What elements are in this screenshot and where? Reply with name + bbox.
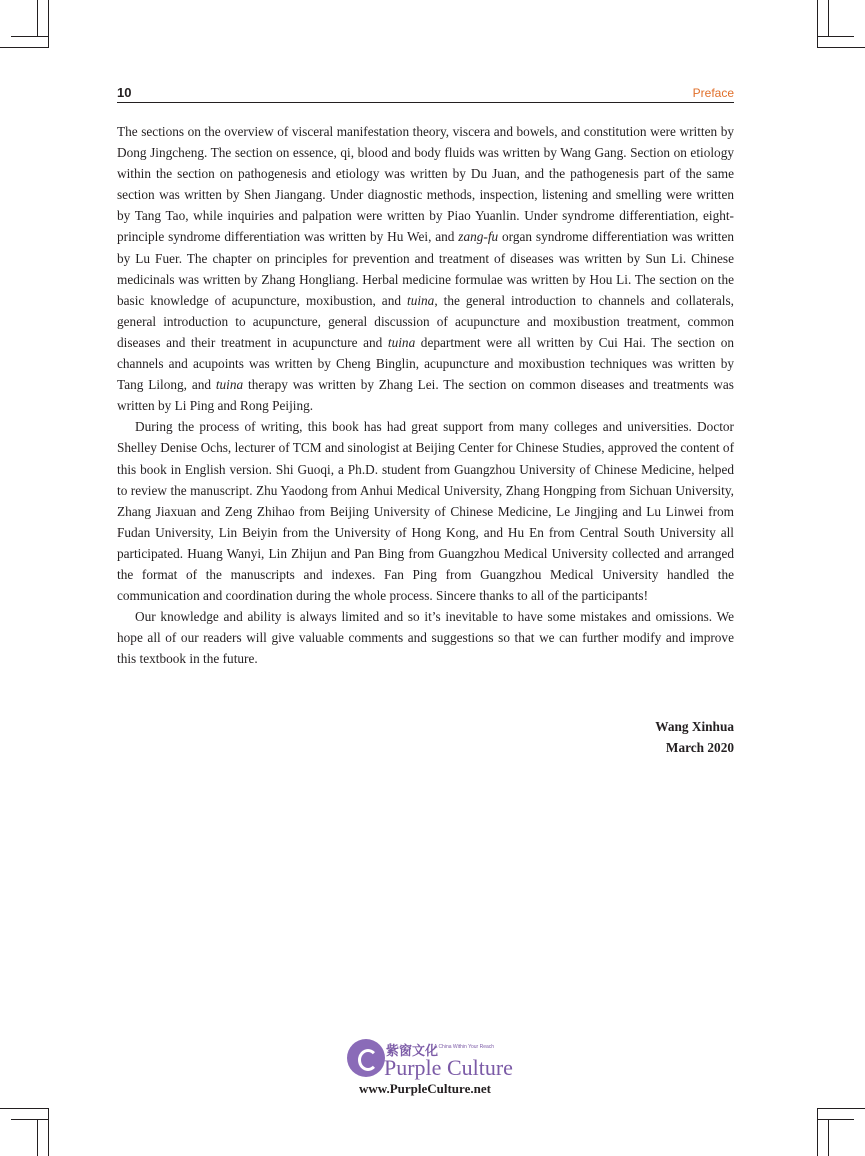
paragraph-acknowledgements xyxy=(117,416,734,606)
watermark-tagline: A China Within Your Reach xyxy=(434,1044,495,1050)
paragraph-closing xyxy=(117,606,734,669)
italic-term: tuina xyxy=(407,292,435,308)
signature-block xyxy=(117,716,734,758)
author-name: Wang Xinhua xyxy=(655,719,734,734)
text-run: During the process of writing, this book has had great support from many colleges and universities. Doctor Shelley Denise Ochs, lecturer of TCM and sinologist at Beijing Center for Chinese Studies, approved the content of this book in English version. Shi Guoqi, a Ph.D. student from Guangzhou University of Chinese Medicine, helped to review the manuscript. Zhu Yaodong from Anhui Medical University, Zhang Hongping from Sichuan University, Zhang Jiaxuan and Zeng Zhihao from Beijing University of Chinese Medicine, Le Jingjing and Lu Linwei from Fudan University, Lin Beiyin from the University of Hong Kong, and Hu En from Central South University all participated. Huang Wanyi, Lin Zhijun and Pan Bing from Guangzhou Medical University collected and arranged the format of the manuscripts and indexes. Fan Ping from Guangzhou Medical University handled the communication and coordination during the whole process. Sincere thanks to all of the participants! xyxy=(117,419,734,604)
watermark-brand: Purple Culture xyxy=(384,1055,513,1080)
watermark-url[interactable]: www.PurpleCulture.net xyxy=(359,1081,491,1096)
text-run: Our knowledge and ability is always limited and so it’s inevitable to have some mistakes and omissions. We hope all of our readers will give valuable comments and suggestions so that we can further modify and improve this textbook in the future. xyxy=(117,609,734,667)
signature-date: March 2020 xyxy=(665,740,734,755)
italic-term: zang-fu xyxy=(458,229,499,245)
watermark-chinese-name: 紫窗文化 xyxy=(386,1044,439,1059)
running-header xyxy=(117,84,734,103)
purple-culture-logo-icon xyxy=(347,1039,385,1077)
text-run: The sections on the overview of visceral manifestation theory, viscera and bowels, and constitution were written by Dong Jingcheng. The section on essence, qi, blood and body fluids was written by Wang Gang. Section on etiology within the section on pathogenesis and etiology was written by Du Juan, and the pathogenesis part of the same section was written by Shen Jiangang. Under diagnostic methods, inspection, listening and smelling were written by Tang Tao, while inquiries and palpation were written by Piao Yuanlin. Under syndrome differentiation, eight-principle syndrome differentiation was written by Hu Wei, and xyxy=(117,124,734,245)
text-run: organ syndrome differentiation was written by Lu Fuer. The chapter on principles for prevention and treatment of diseases was written by Sun Li. Chinese medicinals was written by Zhang Hongliang. Herbal medicine formulae was written by Hou Li. The section on the basic knowledge of acupuncture, moxibustion, and xyxy=(117,229,734,308)
page-number: 10 xyxy=(117,85,132,100)
text-run: , the general introduction to channels and collaterals, general introduction to acupuncture, general discussion of acupuncture and moxibustion treatment, common diseases and their treatment in acupuncture and xyxy=(117,292,734,350)
italic-term: tuina xyxy=(387,334,416,350)
italic-term: tuina xyxy=(215,377,244,393)
purple-culture-watermark xyxy=(340,1036,540,1100)
text-run: department were all written by Cui Hai. The section on channels and acupoints was written by Cheng Binglin, acupuncture and moxibustion techniques was written by Tang Lilong, and xyxy=(117,334,734,393)
preface-body xyxy=(117,121,734,669)
section-label: Preface xyxy=(692,86,734,100)
paragraph-authors xyxy=(117,121,734,416)
text-run: therapy was written by Zhang Lei. The section on common diseases and treatments was written by Li Ping and Rong Peijing. xyxy=(117,377,734,414)
